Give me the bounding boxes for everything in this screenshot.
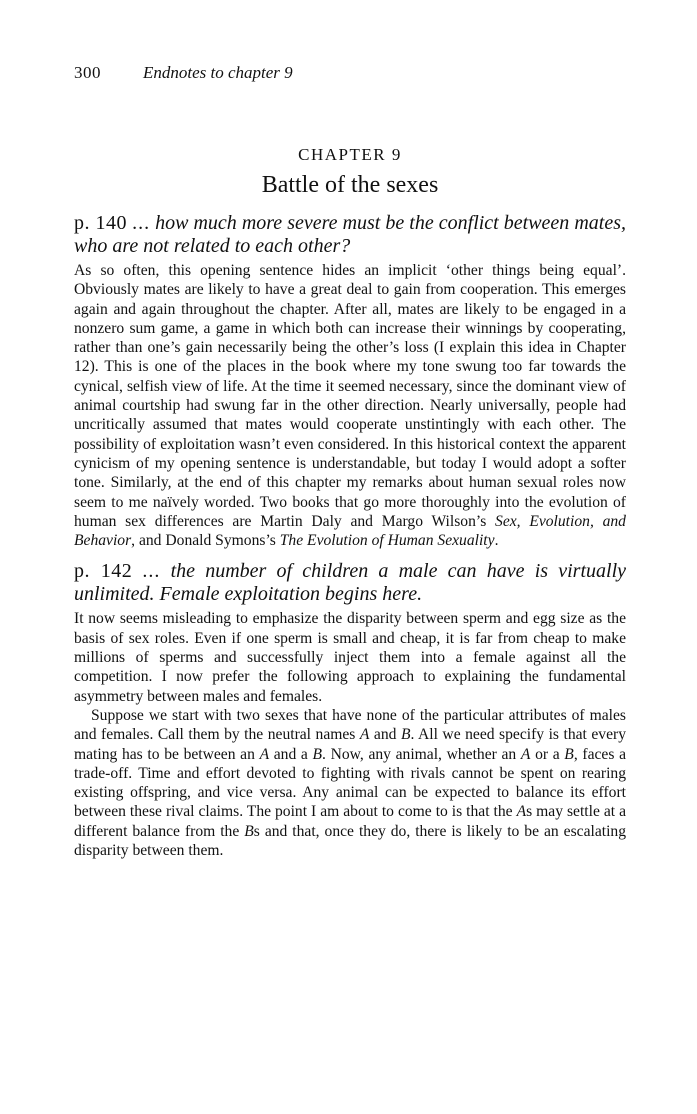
paragraph-text: s may settle at a different balance from the	[74, 803, 626, 840]
italic-text: B	[244, 822, 254, 840]
italic-text: A	[516, 803, 527, 821]
endnote-quote: the number of children a male can have is virtually unlimited. Female exploitation begins here.	[74, 560, 627, 606]
endnote-body	[74, 609, 626, 860]
italic-text: B	[312, 745, 323, 763]
paragraph-text: or a	[530, 745, 565, 763]
endnote-paragraph	[74, 706, 626, 860]
paragraph-text: . Now, any animal, whether an	[322, 745, 521, 763]
paragraph-text: , and Donald Symons’s	[131, 532, 280, 550]
italic-text: The Evolution of Human Sexuality	[279, 532, 495, 550]
endnote-body	[74, 261, 626, 550]
paragraph-text: . All we need specify is that every mating has to be between an	[74, 726, 627, 763]
endnote-page-ref: p. 142	[74, 560, 133, 583]
italic-text: A	[259, 745, 270, 763]
book-page	[74, 62, 626, 860]
paragraph-text: It now seems misleading to emphasize the disparity between sperm and egg size as the basis of sex roles. Even if one sperm is small and cheap, it is far from cheap to make millions of sperms and successfully inject them into a female against all the competition. I now prefer the following approach to explaining the fundamental asymmetry between males and females.	[74, 610, 626, 705]
chapter-label: CHAPTER 9	[298, 145, 402, 164]
page-number: 300	[74, 63, 101, 82]
paragraph-text: and a	[269, 745, 313, 763]
endnote-page-ref: p. 140	[74, 212, 128, 234]
paragraph-text: and	[369, 726, 401, 744]
paragraph-text: Suppose we start with two sexes that have none of the particular attributes of males and females. Call them by the neutral names	[74, 706, 626, 744]
chapter-title: Battle of the sexes	[261, 172, 439, 198]
ellipsis: ...	[132, 212, 151, 234]
endnote-quote: how much more severe must be the conflict between mates, who are not related to each other?	[74, 212, 626, 257]
running-head-title: Endnotes to chapter 9	[143, 63, 293, 82]
italic-text: B	[564, 745, 574, 763]
paragraph-text: s and that, once they do, there is likely to be an escalating disparity between them.	[74, 822, 626, 860]
endnote-2	[74, 560, 626, 860]
paragraph-text: , faces a trade-off. Time and effort devoted to fighting with rivals cannot be spent on rearing existing offspring, and vice versa. Any animal can be expected to balance its effort between these rival claims. The point I am about to come to is that the	[74, 745, 626, 821]
italic-text: A	[359, 726, 370, 744]
ellipsis: ...	[142, 560, 161, 583]
italic-text: B	[400, 726, 411, 744]
endnote-lemma	[74, 560, 626, 606]
endnote-1	[74, 212, 626, 550]
endnote-lemma	[74, 212, 626, 258]
paragraph-text: .	[494, 532, 499, 550]
running-head	[74, 62, 626, 84]
endnote-paragraph	[74, 609, 626, 705]
endnote-paragraph	[74, 261, 626, 550]
paragraph-text: As so often, this opening sentence hides an implicit ‘other things being equal’. Obviously mates are likely to have a great deal to gain from cooperation. This emerges again and again throughout the chapter. After all, mates are likely to be engaged in a nonzero sum game, a game in which both can increase their winnings by cooperating, rather than one’s gain necessarily being the other’s loss (I explain this idea in Chapter 12). This is one of the places in the book where my tone swung too far towards the cynical, selfish view of life. At the time it seemed necessary, since the dominant view of animal courtship had swung far in the other direction. Nearly universally, people had uncritically assumed that mates would cooperate unstintingly with each other. The possibility of exploitation wasn’t even considered. In this historical context the apparent cynicism of my opening sentence is understandable, but today I would adopt a softer tone. Similarly, at the end of this chapter my remarks about human sexual roles now seem to me naïvely worded. Two books that go more thoroughly into the evolution of human sex differences are Martin Daly and Margo Wilson’s	[74, 262, 626, 530]
italic-text: A	[520, 745, 531, 763]
italic-text: Sex, Evolution, and Behavior	[74, 512, 626, 550]
